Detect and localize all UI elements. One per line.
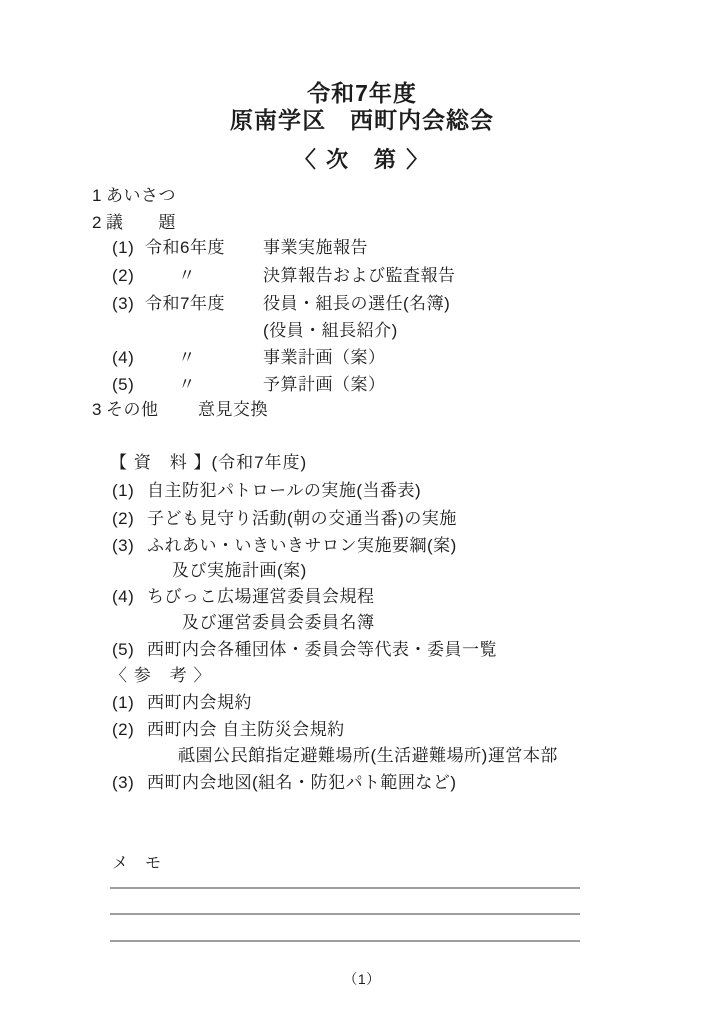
ditto-mark: 〃 [178,375,196,394]
topic-number: (3) [112,294,135,313]
material-continuation: 及び実施計画(案) [172,561,307,580]
material-number: (3) [112,536,135,555]
item-label: 議 題 [106,213,176,232]
topic-desc: 事業計画（案） [263,348,386,367]
item-label: あいさつ [106,186,176,205]
reference-text: 西町内会 自主防災会規約 [147,720,345,739]
reference-heading: 〈 参 考 〉 [110,666,212,685]
memo-line [110,887,580,889]
materials-heading: 【 資 料 】(令和7年度) [110,453,308,472]
material-text: ふれあい・いきいきサロン実施要綱(案) [147,536,457,555]
material-text: 自主防犯パトロールの実施(当番表) [147,481,422,500]
topic-number: (4) [112,348,135,367]
reference-continuation: 祗園公民館指定避難場所(生活避難場所)運営本部 [178,746,558,765]
fiscal-year-title: 令和7年度 [307,80,417,106]
ditto-mark: 〃 [178,348,196,367]
item-desc: 意見交換 [198,400,268,419]
item-number: 1 [92,186,102,205]
memo-line [110,940,580,942]
reference-number: (3) [112,773,135,792]
reference-number: (2) [112,720,135,739]
item-label: その他 [106,400,159,419]
item-number: 3 [92,400,102,419]
topic-year: 令和7年度 [145,294,225,313]
reference-text: 西町内会規約 [147,693,252,712]
topic-year: 令和6年度 [145,238,225,257]
material-number: (5) [112,640,135,659]
material-number: (4) [112,587,135,606]
agenda-heading: 〈 次 第 〉 [293,147,431,172]
material-continuation: 及び運営委員会委員名簿 [182,613,375,632]
material-text: ちびっこ広場運営委員会規程 [147,587,375,606]
reference-text: 西町内会地図(組名・防犯パト範囲など) [147,773,457,792]
ditto-mark: 〃 [178,266,196,285]
material-number: (2) [112,509,135,528]
document-title: 原南学区 西町内会総会 [230,107,494,133]
topic-desc: 予算計画（案） [263,375,386,394]
topic-number: (1) [112,238,135,257]
topic-desc: 役員・組長の選任(名簿) [263,294,451,313]
item-number: 2 [92,213,102,232]
topic-desc: 決算報告および監査報告 [263,266,456,285]
topic-desc-2: (役員・組長紹介) [263,321,398,340]
topic-number: (5) [112,375,135,394]
topic-desc: 事業実施報告 [263,238,368,257]
material-number: (1) [112,481,135,500]
memo-label: メ モ [112,855,162,872]
topic-number: (2) [112,266,135,285]
reference-number: (1) [112,693,135,712]
material-text: 西町内会各種団体・委員会等代表・委員一覧 [147,640,497,659]
material-text: 子ども見守り活動(朝の交通当番)の実施 [147,509,457,528]
memo-line [110,913,580,915]
page-number: （1） [343,971,381,987]
